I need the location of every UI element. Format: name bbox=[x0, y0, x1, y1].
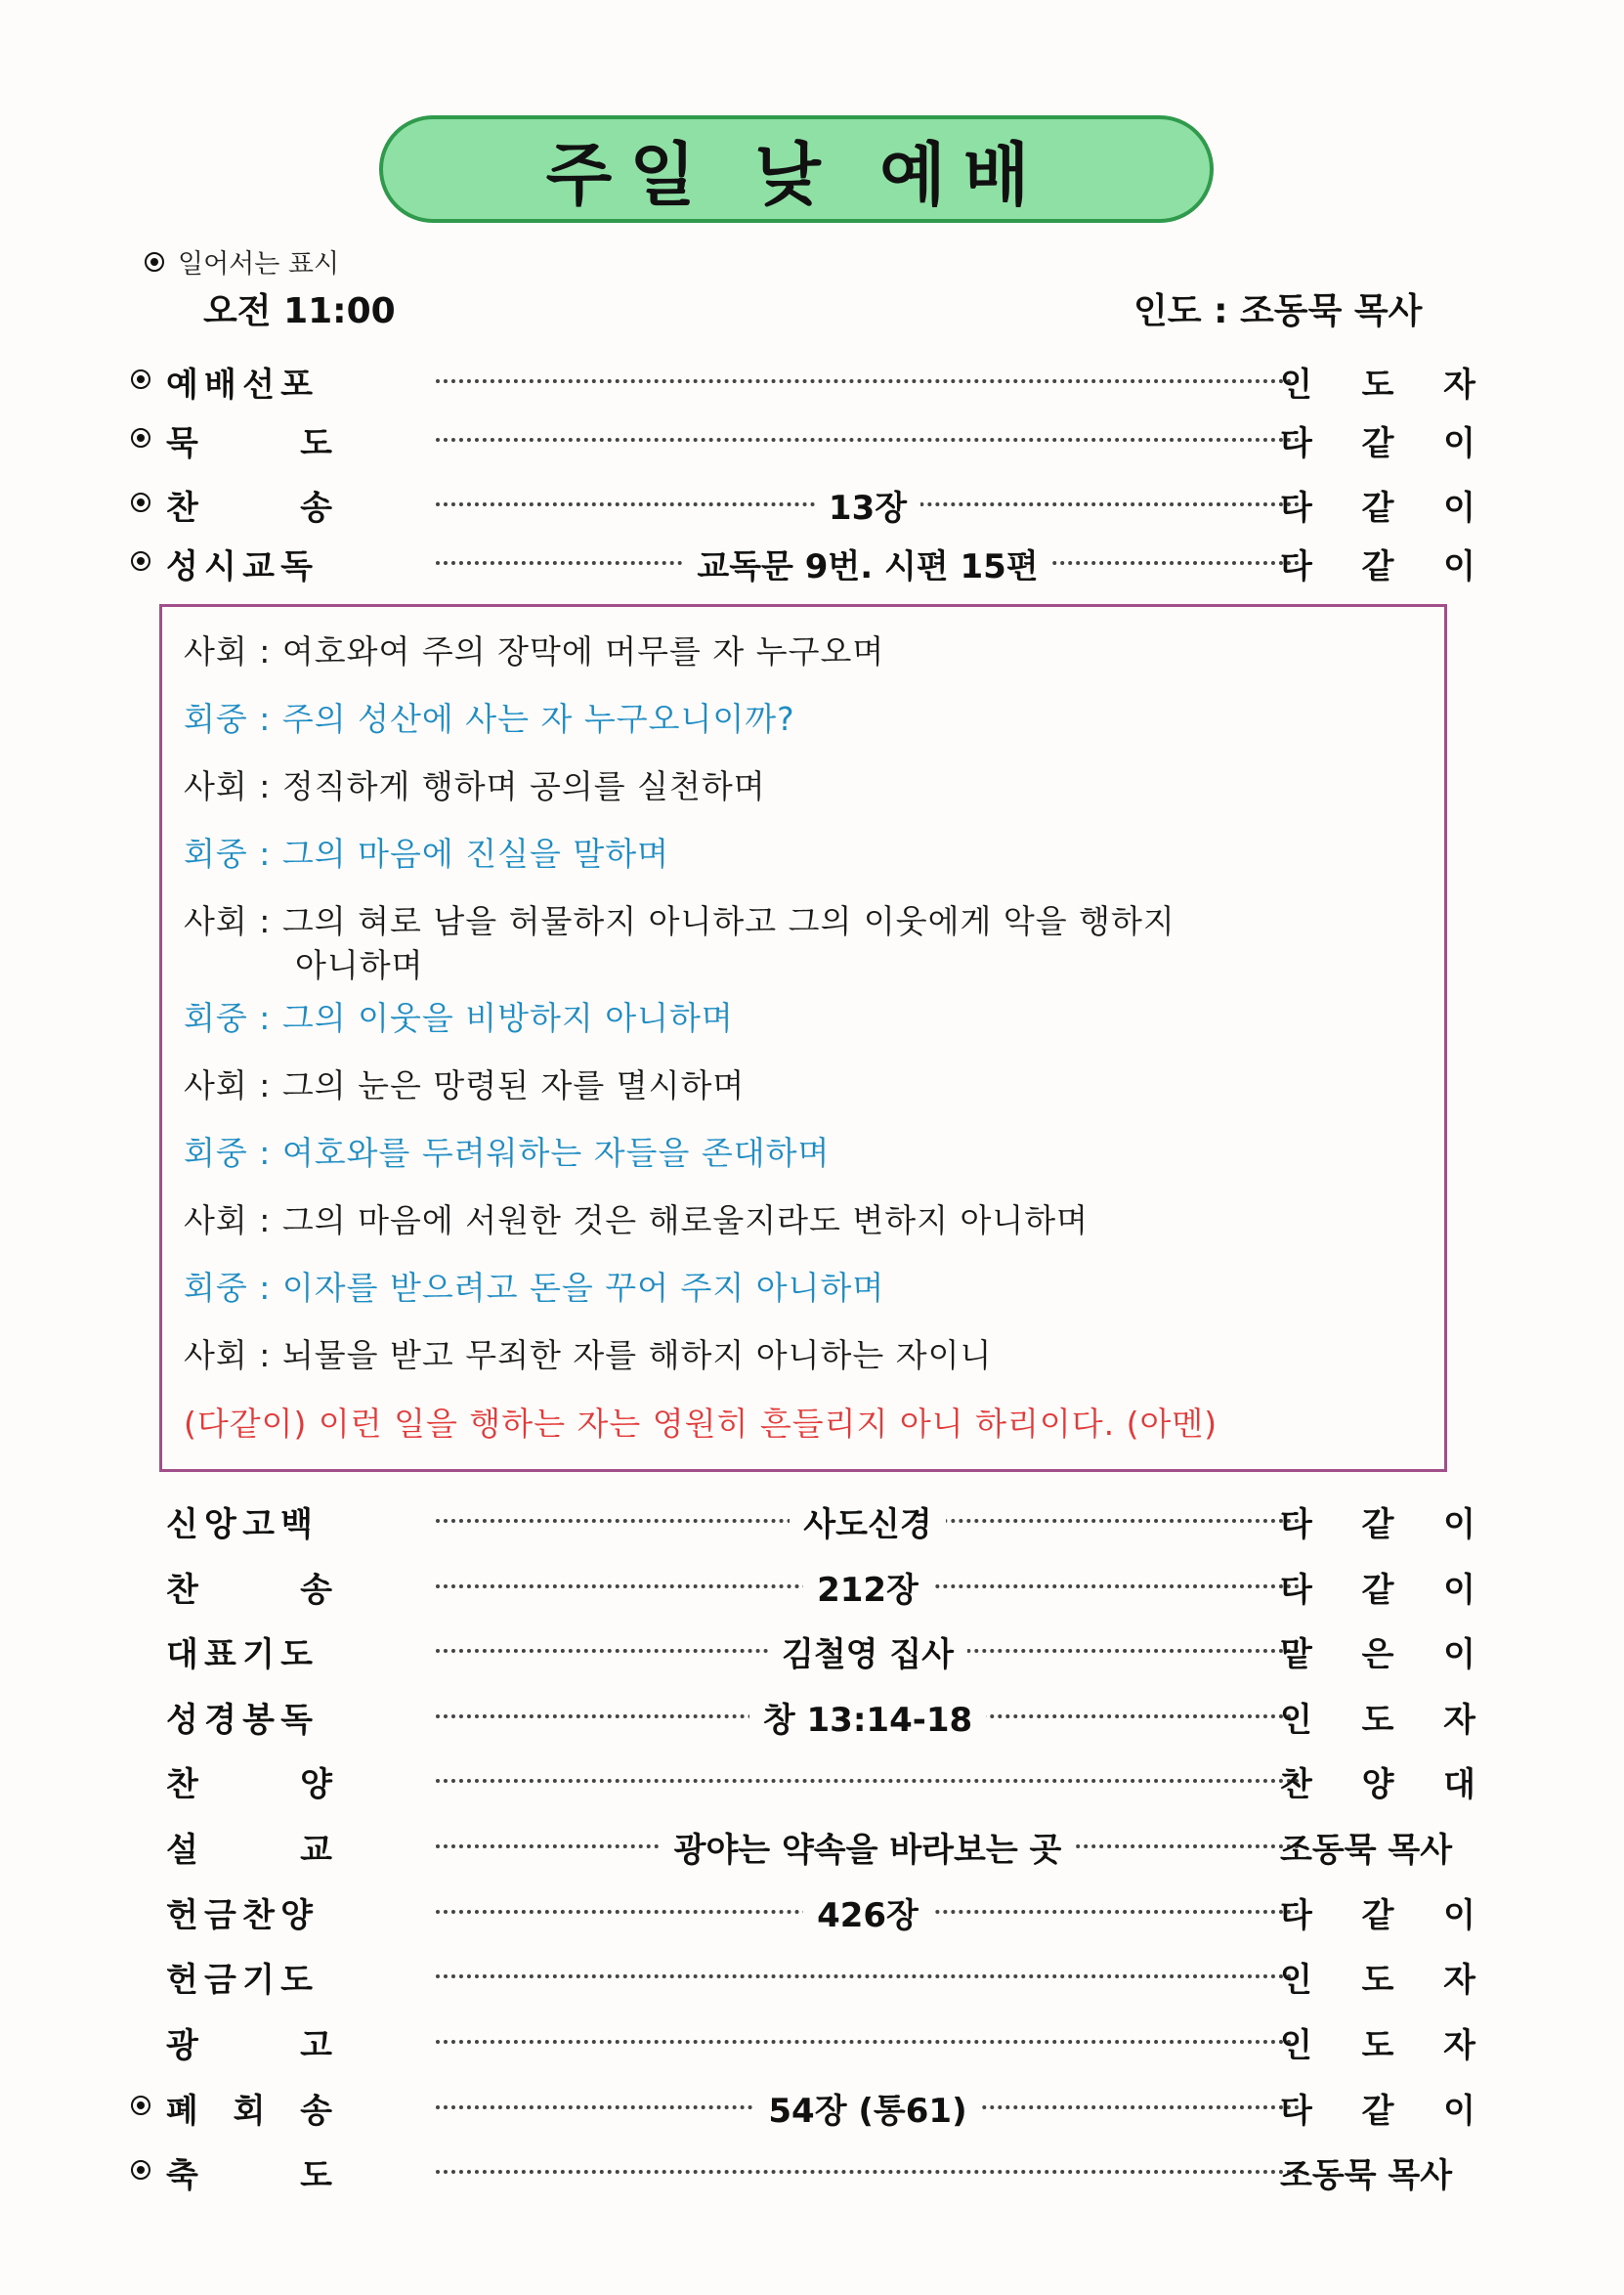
standing-mark-icon bbox=[131, 2096, 150, 2115]
char: 자 bbox=[1443, 366, 1475, 405]
char: 기 bbox=[242, 1635, 275, 1674]
unison-line bbox=[184, 1399, 1218, 1445]
order-row bbox=[127, 1492, 1475, 1546]
char: 도 bbox=[1361, 1961, 1394, 2000]
title-banner bbox=[379, 115, 1214, 223]
char: 도 bbox=[280, 1961, 313, 2000]
service-leader: 인도 : 조동묵 목사 bbox=[1133, 291, 1423, 331]
order-item bbox=[436, 2084, 1300, 2132]
order-row bbox=[127, 352, 1475, 407]
congregation-line bbox=[184, 1128, 830, 1174]
order-name bbox=[166, 540, 313, 587]
reading-text: 사회 : 그의 마음에 서원한 것은 해로울지라도 변하지 아니하며 bbox=[184, 1201, 1089, 1239]
char: 성 bbox=[166, 547, 198, 586]
reading-text: 사회 : 여호와여 주의 장막에 머무를 자 누구오며 bbox=[184, 632, 885, 671]
char: 다 bbox=[1280, 547, 1312, 586]
service-time: 오전 11:00 bbox=[203, 291, 396, 331]
order-name bbox=[166, 2084, 332, 2132]
order-role bbox=[1280, 1953, 1475, 2001]
char: 같 bbox=[1361, 489, 1394, 528]
order-name bbox=[166, 1563, 332, 1611]
order-item-text: 426장 bbox=[803, 1896, 932, 1935]
standing-mark-icon bbox=[145, 252, 164, 272]
congregation-line bbox=[184, 993, 734, 1039]
order-item-text: 김철영 집사 bbox=[768, 1635, 967, 1674]
leader-line bbox=[184, 627, 884, 672]
char: 다 bbox=[1280, 1505, 1312, 1544]
order-item bbox=[436, 1497, 1300, 1545]
order-name bbox=[166, 1693, 313, 1741]
order-role bbox=[1280, 1497, 1475, 1545]
char: 도 bbox=[300, 2156, 332, 2195]
char: 찬 bbox=[166, 1571, 198, 1610]
congregation-line bbox=[184, 1263, 884, 1309]
reading-text: 사회 : 그의 눈은 망령된 자를 멸시하며 bbox=[184, 1066, 746, 1104]
char: 인 bbox=[1280, 1961, 1312, 2000]
char: 금 bbox=[204, 1896, 236, 1935]
char: 도 bbox=[1361, 2026, 1394, 2065]
order-role bbox=[1280, 2084, 1475, 2132]
standing-legend bbox=[145, 242, 339, 281]
reading-text: 사회 : 그의 혀로 남을 허물하지 아니하고 그의 이웃에게 악을 행하지 bbox=[184, 902, 1175, 940]
order-row bbox=[127, 1947, 1475, 2002]
char: 교 bbox=[242, 547, 275, 586]
order-name bbox=[166, 1627, 313, 1675]
order-item-text: 광야는 약속을 바라보는 곳 bbox=[661, 1831, 1076, 1870]
order-name bbox=[166, 358, 313, 406]
standing-mark-icon bbox=[131, 369, 150, 389]
reading-text: 사회 : 정직하게 행하며 공의를 실천하며 bbox=[184, 767, 766, 805]
order-item bbox=[436, 1823, 1300, 1871]
char: 같 bbox=[1361, 1505, 1394, 1544]
order-role: 조동묵 목사 bbox=[1280, 2156, 1453, 2195]
reading-continuation: 아니하며 bbox=[295, 946, 424, 984]
char: 축 bbox=[166, 2156, 198, 2195]
char: 이 bbox=[1443, 2092, 1475, 2131]
char: 대 bbox=[1443, 1765, 1475, 1804]
char: 찬 bbox=[166, 1765, 198, 1804]
char: 설 bbox=[166, 1831, 198, 1870]
char: 이 bbox=[1443, 1635, 1475, 1674]
order-name bbox=[166, 1888, 313, 1936]
char: 백 bbox=[280, 1505, 313, 1544]
char: 도 bbox=[1361, 366, 1394, 405]
char: 도 bbox=[300, 424, 332, 463]
char: 양 bbox=[280, 1896, 313, 1935]
char: 자 bbox=[1443, 1701, 1475, 1740]
order-role bbox=[1280, 2018, 1475, 2066]
leader-line bbox=[184, 1061, 745, 1106]
char: 교 bbox=[300, 1831, 332, 1870]
char: 이 bbox=[1443, 489, 1475, 528]
char: 다 bbox=[1280, 1571, 1312, 1610]
standing-mark-icon bbox=[131, 428, 150, 448]
order-row bbox=[127, 1817, 1475, 1872]
standing-mark-icon bbox=[131, 2160, 150, 2180]
order-item bbox=[436, 1693, 1300, 1741]
order-item bbox=[436, 481, 1300, 529]
char: 선 bbox=[242, 366, 275, 405]
order-item-text: 사도신경 bbox=[790, 1505, 945, 1544]
char: 다 bbox=[1280, 424, 1312, 463]
char: 배 bbox=[204, 366, 236, 405]
char: 다 bbox=[1280, 2092, 1312, 2131]
order-name bbox=[166, 416, 332, 464]
char: 폐 bbox=[166, 2092, 198, 2131]
char: 앙 bbox=[204, 1505, 236, 1544]
char: 회 bbox=[233, 2092, 266, 2131]
reading-text: 회중 : 주의 성산에 사는 자 누구오니이까? bbox=[184, 700, 795, 738]
order-role: 조동묵 목사 bbox=[1280, 1831, 1453, 1870]
char: 같 bbox=[1361, 547, 1394, 586]
dot-leader bbox=[436, 379, 1300, 383]
char: 송 bbox=[300, 489, 332, 528]
order-role bbox=[1280, 1693, 1475, 1741]
char: 묵 bbox=[166, 424, 198, 463]
char: 자 bbox=[1443, 2026, 1475, 2065]
congregation-line bbox=[184, 694, 795, 740]
order-row bbox=[127, 1687, 1475, 1742]
order-role bbox=[1280, 481, 1475, 529]
reading-text: 회중 : 그의 마음에 진실을 말하며 bbox=[184, 835, 669, 873]
order-item-text: 교독문 9번. 시편 15편 bbox=[683, 547, 1051, 586]
order-role bbox=[1280, 540, 1475, 587]
order-row bbox=[127, 1752, 1475, 1806]
char: 도 bbox=[280, 1635, 313, 1674]
char: 시 bbox=[204, 547, 236, 586]
responsive-reading-box bbox=[159, 604, 1447, 1472]
char: 송 bbox=[300, 1571, 332, 1610]
dot-leader bbox=[436, 2170, 1300, 2174]
char: 이 bbox=[1443, 1505, 1475, 1544]
char: 봉 bbox=[242, 1701, 275, 1740]
order-item-text: 창 13:14-18 bbox=[749, 1701, 986, 1740]
char: 고 bbox=[300, 2026, 332, 2065]
order-name bbox=[166, 2148, 332, 2196]
char: 이 bbox=[1443, 547, 1475, 586]
order-name bbox=[166, 2018, 332, 2066]
order-row bbox=[127, 534, 1475, 588]
order-item bbox=[436, 1888, 1300, 1936]
reading-text: 회중 : 이자를 받으려고 돈을 꾸어 주지 아니하며 bbox=[184, 1269, 885, 1307]
dot-leader bbox=[436, 1779, 1300, 1783]
char: 은 bbox=[1361, 1635, 1394, 1674]
char: 독 bbox=[280, 1701, 313, 1740]
order-item bbox=[436, 1627, 1300, 1675]
char: 예 bbox=[166, 366, 198, 405]
dot-leader bbox=[436, 2040, 1300, 2044]
char: 찬 bbox=[166, 489, 198, 528]
order-row bbox=[127, 2078, 1475, 2133]
char: 경 bbox=[204, 1701, 236, 1740]
char: 금 bbox=[204, 1961, 236, 2000]
char: 양 bbox=[1361, 1765, 1394, 1804]
order-name bbox=[166, 1497, 313, 1545]
order-item bbox=[436, 1563, 1300, 1611]
order-row bbox=[127, 2143, 1475, 2197]
char: 자 bbox=[1443, 1961, 1475, 2000]
leader-line bbox=[184, 761, 766, 807]
order-role bbox=[1280, 416, 1475, 464]
order-row bbox=[127, 475, 1475, 530]
char: 같 bbox=[1361, 424, 1394, 463]
char: 찬 bbox=[1280, 1765, 1312, 1804]
dot-leader bbox=[436, 438, 1300, 442]
order-row bbox=[127, 1883, 1475, 1937]
char: 송 bbox=[300, 2092, 332, 2131]
char: 다 bbox=[1280, 489, 1312, 528]
order-row bbox=[127, 411, 1475, 465]
char: 대 bbox=[166, 1635, 198, 1674]
char: 같 bbox=[1361, 1571, 1394, 1610]
char: 인 bbox=[1280, 366, 1312, 405]
order-item bbox=[436, 540, 1300, 587]
reading-text: 회중 : 여호와를 두려워하는 자들을 존대하며 bbox=[184, 1134, 831, 1172]
leader-line bbox=[184, 896, 1175, 986]
order-role bbox=[1280, 1563, 1475, 1611]
order-row bbox=[127, 1557, 1475, 1612]
char: 같 bbox=[1361, 2092, 1394, 2131]
standing-mark-icon bbox=[131, 493, 150, 512]
char: 이 bbox=[1443, 424, 1475, 463]
char: 성 bbox=[166, 1701, 198, 1740]
order-role bbox=[1280, 1627, 1475, 1675]
char: 양 bbox=[300, 1765, 332, 1804]
order-role bbox=[1280, 1757, 1475, 1805]
leader-line bbox=[184, 1195, 1089, 1241]
char: 포 bbox=[280, 366, 313, 405]
reading-text: 회중 : 그의 이웃을 비방하지 아니하며 bbox=[184, 999, 734, 1037]
char: 표 bbox=[204, 1635, 236, 1674]
order-name bbox=[166, 481, 332, 529]
standing-mark-icon bbox=[131, 551, 150, 571]
congregation-line bbox=[184, 829, 669, 875]
order-row bbox=[127, 1622, 1475, 1676]
char: 광 bbox=[166, 2026, 198, 2065]
order-role bbox=[1280, 358, 1475, 406]
order-role bbox=[1280, 1888, 1475, 1936]
char: 이 bbox=[1443, 1571, 1475, 1610]
order-item-text: 54장 (통61) bbox=[754, 2092, 980, 2131]
legend-label: 일어서는 표시 bbox=[178, 249, 340, 280]
char: 신 bbox=[166, 1505, 198, 1544]
char: 다 bbox=[1280, 1896, 1312, 1935]
char: 도 bbox=[1361, 1701, 1394, 1740]
order-row bbox=[127, 2013, 1475, 2067]
char: 맡 bbox=[1280, 1635, 1312, 1674]
char: 헌 bbox=[166, 1896, 198, 1935]
char: 찬 bbox=[242, 1896, 275, 1935]
reading-text: (다같이) 이런 일을 행하는 자는 영원히 흔들리지 아니 하리이다. (아멘) bbox=[184, 1405, 1218, 1443]
char: 이 bbox=[1443, 1896, 1475, 1935]
order-item-text: 13장 bbox=[815, 489, 920, 528]
char: 같 bbox=[1361, 1896, 1394, 1935]
page-title: 주일 낮 예배 bbox=[545, 134, 1047, 215]
order-item-text: 212장 bbox=[803, 1571, 932, 1610]
char: 인 bbox=[1280, 2026, 1312, 2065]
reading-text: 사회 : 뇌물을 받고 무죄한 자를 해하지 아니하는 자이니 bbox=[184, 1336, 993, 1374]
char: 고 bbox=[242, 1505, 275, 1544]
leader-line bbox=[184, 1330, 992, 1376]
char: 기 bbox=[242, 1961, 275, 2000]
char: 독 bbox=[280, 547, 313, 586]
order-name bbox=[166, 1823, 332, 1871]
dot-leader bbox=[436, 1974, 1300, 1978]
char: 헌 bbox=[166, 1961, 198, 2000]
order-name bbox=[166, 1953, 313, 2001]
char: 인 bbox=[1280, 1701, 1312, 1740]
order-name bbox=[166, 1757, 332, 1805]
